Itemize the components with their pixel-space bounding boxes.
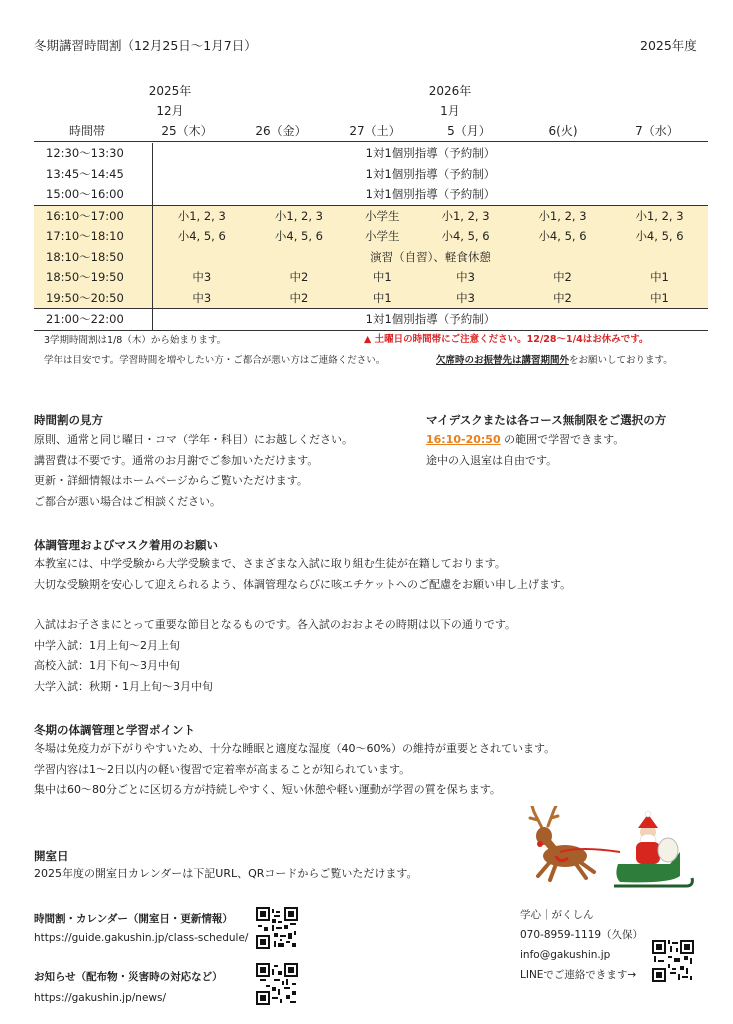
header-day: 5（月） — [447, 124, 491, 138]
class-cell: 小1, 2, 3 — [250, 205, 347, 226]
class-cell: 中3 — [417, 267, 514, 288]
health-line: 大切な受験期を安心して迎えられるよう、体調管理ならびに咳エチケットへのご配慮をお願い申し上げます。 — [34, 577, 572, 591]
header-day: 25（木） — [161, 124, 213, 138]
span-cell: 1対1個別指導（予約制） — [365, 166, 496, 181]
table-row — [34, 205, 708, 226]
howto-body — [34, 430, 414, 512]
span-cell: 1対1個別指導（予約制） — [153, 309, 709, 331]
howto-line: 更新・詳細情報はホームページからご覧いただけます。 — [34, 474, 308, 487]
header-day: 6(火) — [548, 124, 578, 138]
time-cell: 17:10〜18:10 — [34, 226, 153, 247]
time-cell: 18:50〜19:50 — [34, 267, 153, 288]
mydesk-line-rest: の範囲で学習できます。 — [500, 433, 625, 446]
year-2026: 2026年 — [428, 84, 472, 98]
class-cell: 小4, 5, 6 — [514, 226, 611, 247]
contact-block — [520, 905, 660, 985]
span-cell: 1対1個別指導（予約制） — [365, 146, 496, 161]
note-makeup — [436, 352, 673, 366]
mydesk-heading: マイデスクまたは各コース無制限をご選択の方 — [426, 413, 667, 427]
note-saturday-warning: ▲ 土曜日の時間帯にご注意ください。12/28〜1/4はお休みです。 — [364, 334, 649, 345]
contact-email[interactable]: info@gakushin.jp — [520, 949, 611, 961]
time-cell: 18:10〜18:50 — [34, 247, 153, 268]
howto-line: 原則、通常と同じ曜日・コマ（学年・科目）にお越しください。 — [34, 433, 353, 446]
class-cell: 中2 — [250, 267, 347, 288]
class-cell: 小1, 2, 3 — [417, 205, 514, 226]
table-row — [34, 247, 708, 268]
howto-line: 講習費は不要です。通常のお月謝でご参加いただけます。 — [34, 453, 319, 467]
exam-period: 大学入試：秋期・1月上旬〜3月中旬 — [34, 679, 213, 693]
time-cell: 16:10〜17:00 — [34, 205, 153, 226]
contact-line: LINEでご連絡できます→ — [520, 969, 637, 981]
class-cell: 中1 — [611, 288, 708, 309]
fiscal-year: 2025年度 — [640, 38, 697, 53]
open-line: 2025年度の開室日カレンダーは下記URL、QRコードからご覧いただけます。 — [34, 867, 418, 880]
note-makeup-rest: をお願いしております。 — [569, 355, 673, 366]
header-day: 27（土） — [349, 124, 401, 138]
note-grade: 学年は目安です。学習時間を増やしたい方・ご都合が悪い方はご連絡ください。 — [44, 355, 386, 366]
exam-intro: 入試はお子さまにとって重要な節目となるものです。各入試のおおよその時期は以下の通りです。 — [34, 618, 517, 631]
health-body — [34, 554, 714, 697]
contact-phone[interactable]: 070-8959-1119（久保） — [520, 929, 644, 941]
table-row — [34, 288, 708, 309]
table-row — [34, 226, 708, 247]
table-row — [34, 184, 708, 205]
class-cell: 小学生 — [347, 226, 417, 247]
table-row — [34, 143, 708, 164]
note-term3: 3学期時間割は1/8（木）から始まります。 — [44, 335, 227, 346]
month-12: 12月 — [156, 104, 184, 118]
mydesk-time: 16:10-20:50 — [426, 433, 501, 446]
page-title: 冬期講習時間割（12月25日〜1月7日） — [34, 38, 257, 53]
class-cell: 小1, 2, 3 — [153, 205, 251, 226]
link-schedule[interactable]: https://guide.gakushin.jp/class-schedule/ — [34, 932, 249, 944]
open-heading: 開室日 — [34, 849, 69, 863]
class-cell: 中3 — [417, 288, 514, 309]
class-cell: 小学生 — [347, 205, 417, 226]
contact-name: 学心｜がくしん — [520, 909, 594, 921]
class-cell: 小4, 5, 6 — [611, 226, 708, 247]
winter-line: 集中は60〜80分ごとに区切る方が持続しやすく、短い休憩や軽い運動が学習の質を保ちます。 — [34, 783, 501, 796]
howto-line: ご都合が悪い場合はご相談ください。 — [34, 494, 221, 508]
table-row — [34, 267, 708, 288]
header-day: 26（金） — [255, 124, 307, 138]
mydesk-line — [426, 430, 716, 451]
winter-body — [34, 739, 714, 801]
link-label-news: お知らせ（配布物・災害時の対応など） — [34, 971, 223, 983]
class-cell: 小1, 2, 3 — [514, 205, 611, 226]
year-2025: 2025年 — [148, 84, 192, 98]
health-heading: 体調管理およびマスク着用のお願い — [34, 538, 218, 552]
month-1: 1月 — [440, 104, 460, 118]
class-cell: 中1 — [347, 288, 417, 309]
link-label-schedule: 時間割・カレンダー（開室日・更新情報） — [34, 913, 233, 925]
howto-heading: 時間割の見方 — [34, 413, 103, 427]
time-cell: 13:45〜14:45 — [34, 164, 153, 185]
header-time: 時間帯 — [68, 124, 105, 138]
exam-period: 中学入試：1月上旬〜2月上旬 — [34, 638, 180, 652]
class-cell: 小4, 5, 6 — [417, 226, 514, 247]
table-top-rule — [34, 141, 708, 142]
class-cell: 中1 — [611, 267, 708, 288]
class-cell: 小1, 2, 3 — [611, 205, 708, 226]
health-line: 本教室には、中学受験から大学受験まで、さまざまな入試に取り組む生徒が在籍しております。 — [34, 557, 506, 570]
class-cell: 中1 — [347, 267, 417, 288]
table-row — [34, 309, 708, 331]
note-makeup-bold: 欠席時のお振替先は講習期間外 — [436, 355, 570, 366]
class-cell: 中3 — [153, 267, 251, 288]
header-day: 7（水） — [635, 124, 679, 138]
exam-period: 高校入試：1月下旬〜3月中旬 — [34, 659, 180, 672]
qr-code-schedule[interactable] — [256, 907, 298, 949]
winter-heading: 冬期の体調管理と学習ポイント — [34, 723, 195, 737]
class-cell: 小4, 5, 6 — [153, 226, 251, 247]
class-cell: 中2 — [514, 288, 611, 309]
class-cell: 中3 — [153, 288, 251, 309]
schedule-table — [34, 143, 708, 331]
class-cell: 中2 — [250, 288, 347, 309]
span-cell: 演習（自習）、軽食休憩 — [153, 247, 709, 268]
table-row — [34, 164, 708, 185]
span-cell: 1対1個別指導（予約制） — [365, 187, 496, 202]
link-news[interactable]: https://gakushin.jp/news/ — [34, 992, 167, 1004]
class-cell: 小4, 5, 6 — [250, 226, 347, 247]
winter-line: 学習内容は1〜2日以内の軽い復習で定着率が高まることが知られています。 — [34, 762, 411, 776]
mydesk-line: 途中の入退室は自由です。 — [426, 453, 558, 467]
qr-code-news[interactable] — [256, 963, 298, 1005]
time-cell: 12:30〜13:30 — [34, 143, 153, 164]
time-cell: 15:00〜16:00 — [34, 184, 153, 205]
time-cell: 21:00〜22:00 — [34, 309, 153, 331]
time-cell: 19:50〜20:50 — [34, 288, 153, 309]
reindeer-sleigh-illustration — [520, 806, 700, 894]
class-cell: 中2 — [514, 267, 611, 288]
mydesk-body — [426, 430, 716, 471]
winter-line: 冬場は免疫力が下がりやすいため、十分な睡眠と適度な湿度（40〜60%）の維持が重要とされています。 — [34, 742, 556, 755]
